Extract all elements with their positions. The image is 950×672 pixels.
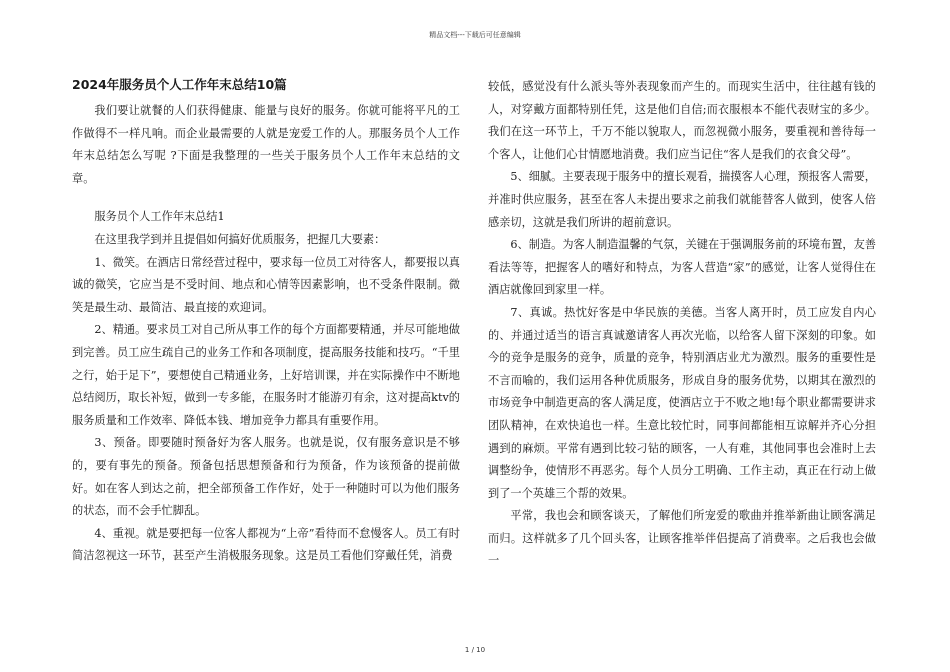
paragraph-preparation: 3、预备。即要随时预备好为客人服务。也就是说，仅有服务意识是不够的，要有事先的预备。预备包括思想预备和行为预备，作为该预备的提前做好。如在客人到达之前，把全部预备工作作好，处于一种随时可以为他们服务的状态，而不会手忙脚乱。 (72, 436, 460, 518)
lead-paragraph: 在这里我学到并且提倡如何搞好优质服务，把握几大要素： (94, 232, 386, 246)
section-subtitle: 服务员个人工作年末总结1 (94, 210, 225, 224)
page-header: 精品文档---下载后可任意编辑 (429, 31, 521, 39)
paragraph-attention-part1: 4、重视。就是要把每一位客人都视为“上帝”看待而不怠慢客人。员工有时简洁忽视这一环节，甚至产生消极服务现象。这是员工看他们穿戴任凭，消费 (72, 526, 460, 563)
paragraph-gap (72, 190, 460, 206)
paragraph-sincerity: 7、真诚。热忱好客是中华民族的美德。当客人离开时，员工应发自内心的、并通过适当的语言真诚邀请客人再次光临，以给客人留下深刻的印象。如今的竞争是服务的竞争，质量的竞争，特别酒店业尤为激烈。服务的重要性是不言而喻的，我们运用各种优质服务，形成自身的服务优势，以期其在激烈的市场竞争中制造更高的客人满足度，使酒店立于不败之地!每个职业都需要讲求团队精神，在欢快追也一样。生意比较忙时，同事间都能相互谅解并齐心分担遇到的麻烦。平常有遇到比较刁钻的顾客，一人有难，其他同事也会准时上去调整纷争，使情形不再恶劣。每个人员分工明确、工作主动，真正在行动上做到了一个英雄三个帮的效果。 (488, 305, 876, 500)
paragraph-detail: 5、细腻。主要表现于服务中的擅长观看，揣摸客人心理，预报客人需要，并准时供应服务，甚至在客人未提出要求之前我们就能替客人做到，使客人倍感亲切，这就是我们所讲的超前意识。 (488, 170, 876, 229)
paragraph-create: 6、制造。为客人制造温馨的气氛，关键在于强调服务前的环境布置，友善看法等等，把握客人的嗜好和特点，为客人营造“家”的感觉，让客人觉得住在酒店就像回到家里一样。 (488, 238, 876, 297)
paragraph-attention-part2: 较低，感觉没有什么派头等外表现象而产生的。而现实生活中，往往越有钱的人，对穿戴方面都特别任凭，这是他们自信;而衣服根本不能代表财宝的多少。我们在这一环节上，千万不能以貌取人，而忽视微小服务，要重视和善待每一个客人，让他们心甘情愿地消费。我们应当记住“客人是我们的衣食父母”。 (488, 80, 876, 161)
intro-paragraph: 我们要让就餐的人们获得健康、能量与良好的服务。你就可能将平凡的工作做得不一样凡响。而企业最需要的人就是宠爱工作的人。那服务员个人工作年末总结怎么写呢 ?下面是我整理的一些关于服务员个人工作年末总结的文章。 (72, 104, 460, 185)
right-column (488, 76, 876, 573)
page-number: 1 / 10 (464, 646, 486, 654)
document-title: 2024年服务员个人工作年末总结10篇 (72, 77, 287, 92)
paragraph-proficiency: 2、精通。要求员工对自己所从事工作的每个方面都要精通，并尽可能地做到完善。员工应生疏自己的业务工作和各项制度，提高服务技能和技巧。“千里之行，始于足下”，要想使自己精通业务，上好培训课，并在实际操作中不断地总结阅历，取长补短，做到一专多能，在服务时才能游刃有余，这对提高ktv的服务质量和工作效率、降低本钱、增加竞争力都具有重要作用。 (72, 323, 460, 427)
left-column (72, 74, 460, 568)
paragraph-chatting: 平常，我也会和顾客谈天，了解他们所宠爱的歌曲并推举新曲让顾客满足而归。这样就多了几个回头客，让顾客推举伴侣提高了消费率。之后我也会做一 (488, 509, 876, 568)
paragraph-smile: 1、微笑。在酒店日常经营过程中，要求每一位员工对待客人，都要报以真诚的微笑，它应当是不受时间、地点和心情等因素影响，也不受条件限制。微笑是最生动、最简洁、最直接的欢迎词。 (72, 255, 460, 314)
